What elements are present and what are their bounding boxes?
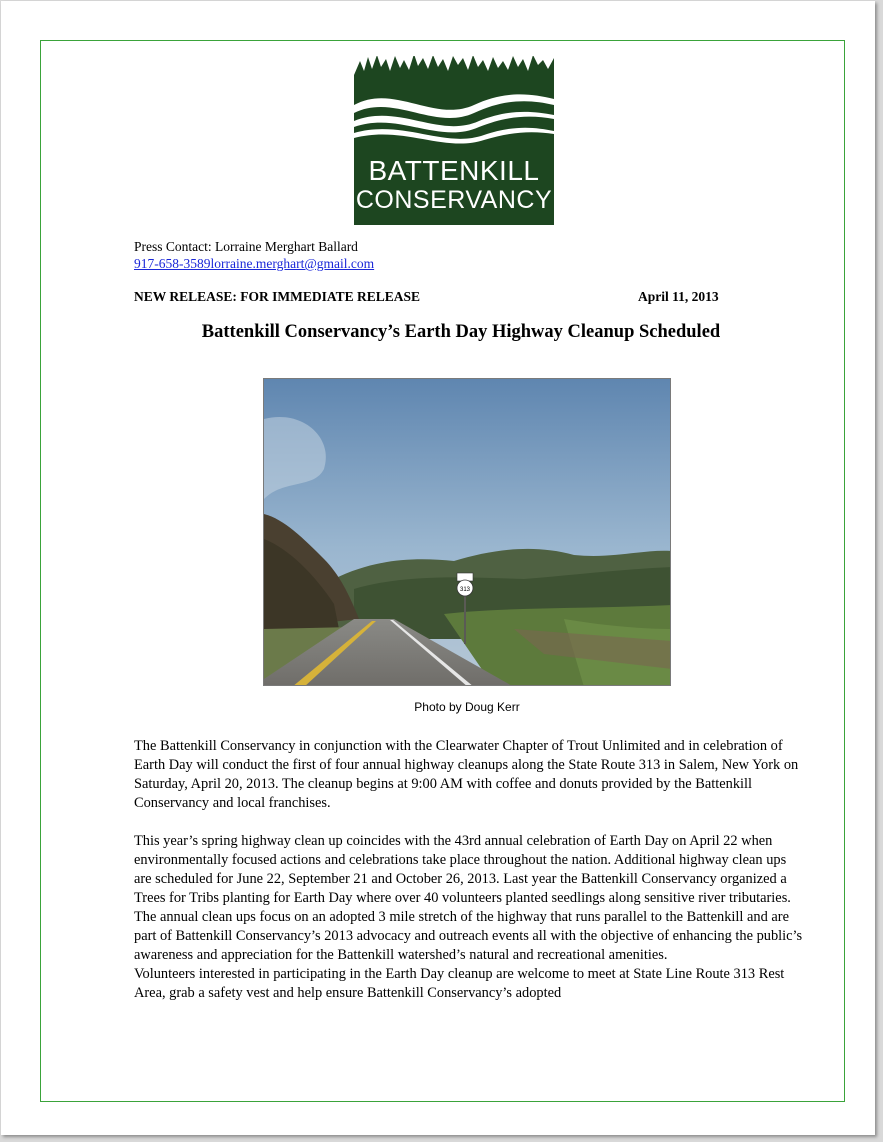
press-contact-label: Press Contact: Lorraine Merghart Ballard bbox=[134, 239, 358, 254]
battenkill-logo bbox=[354, 53, 554, 225]
road-scene-image bbox=[264, 379, 671, 686]
phone-link[interactable]: 917-658-3589 bbox=[134, 256, 211, 271]
release-label: NEW RELEASE: FOR IMMEDIATE RELEASE bbox=[134, 289, 421, 304]
press-contact bbox=[134, 238, 374, 272]
route-sign-number: 313 bbox=[459, 587, 471, 593]
paragraph-3: Volunteers interested in participating in the Earth Day cleanup are welcome to meet at State Line Route 313 Rest Area, grab a safety vest and help ensure Battenkill Conservancy’s adopted bbox=[134, 966, 785, 1001]
email-link[interactable]: lorraine.merghart@gmail.com bbox=[210, 256, 375, 271]
road-photo bbox=[263, 378, 671, 686]
logo-title-line1: BATTENKILL bbox=[368, 155, 540, 186]
logo-title-line2: CONSERVANCY bbox=[355, 186, 553, 214]
article-body bbox=[134, 737, 804, 1003]
paragraph-2: This year’s spring highway clean up coincides with the 43rd annual celebration of Earth Day on April 22 when environmentally focused actions and celebrations take place throughout the nation. Additional highway clean ups are scheduled for June 22, September 21 and October 26, 2013. Last year the Battenkill Conservancy organized a Trees for Tribs planting for Earth Day where over 40 volunteers planted seedlings along sensitive river tributaries. The annual clean ups focus on an adopted 3 mile stretch of the highway that runs parallel to the Battenkill and are part of Battenkill Conservancy’s 2013 advocacy and outreach events all with the objective of enhancing the public’s awareness and appreciation for the Battenkill watershed’s natural and recreational amenities. bbox=[134, 833, 803, 963]
headline: Battenkill Conservancy’s Earth Day Highway Cleanup Scheduled bbox=[201, 322, 721, 342]
photo-caption: Photo by Doug Kerr bbox=[414, 700, 520, 714]
paragraph-1: The Battenkill Conservancy in conjunction with the Clearwater Chapter of Trout Unlimited and in celebration of Earth Day will conduct the first of four annual highway cleanups along the State Route 313 in Salem, New York on Saturday, April 20, 2013. The cleanup begins at 9:00 AM with coffee and donuts provided by the Battenkill Conservancy and local franchises. bbox=[134, 738, 799, 811]
contact-links bbox=[134, 255, 374, 272]
release-date: April 11, 2013 bbox=[638, 289, 719, 304]
